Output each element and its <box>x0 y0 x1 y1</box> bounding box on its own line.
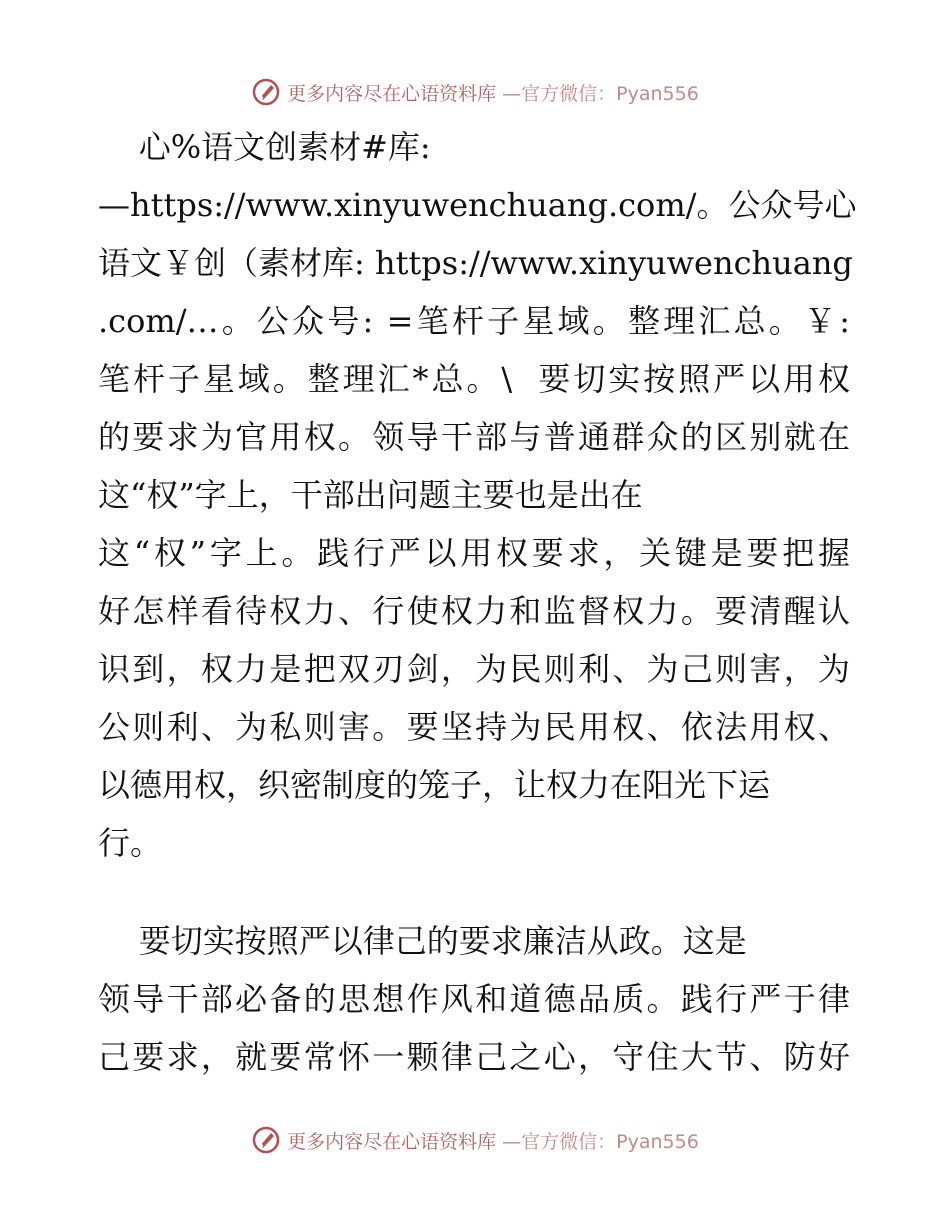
pen-circle-logo-icon <box>251 1125 281 1155</box>
paragraph-1 <box>98 118 857 872</box>
text-line: 己要求，就要常怀一颗律己之心，守住大节、防好 <box>98 1038 850 1076</box>
text-line: 这“权”字上。践行严以用权要求，关键是要把握 <box>98 534 850 572</box>
footer-brand-text: 更多内容尽在心语资料库 <box>287 1130 497 1153</box>
paragraph-gap <box>98 872 850 912</box>
header-brand-text: 更多内容尽在心语资料库 <box>287 82 497 105</box>
text-line: 的要求为官用权。领导干部与普通群众的区别就在 <box>98 418 850 456</box>
text-line: 行。 <box>98 824 163 862</box>
text-line: 笔杆子星域。整理汇*总。\ 要切实按照严以用权 <box>98 360 850 398</box>
footer-wechat-text: —官方微信：Pyan556 <box>502 1130 699 1153</box>
text-line: .com/…。公众号: =笔杆子星域。整理汇总。￥: <box>98 302 850 340</box>
text-line: 识到，权力是把双刃剑，为民则利、为己则害，为 <box>98 650 850 688</box>
text-line: 语文￥创（素材库: https://www.xinyuwenchuang <box>98 244 853 282</box>
pen-circle-logo-icon <box>251 77 281 107</box>
text-line: 以德用权，织密制度的笼子，让权力在阳光下运 <box>98 766 771 804</box>
header-banner <box>0 72 950 112</box>
text-line: 公则利、为私则害。要坚持为民用权、依法用权、 <box>98 708 850 746</box>
text-line: 好怎样看待权力、行使权力和监督权力。要清醒认 <box>98 592 850 630</box>
paragraph-2 <box>98 912 850 1086</box>
text-line: 心%语文创素材#库: <box>98 128 431 166</box>
header-wechat-text: —官方微信：Pyan556 <box>502 82 699 105</box>
text-line: 要切实按照严以律己的要求廉洁从政。这是 <box>98 922 747 960</box>
text-line: 这“权”字上，干部出问题主要也是出在 <box>98 476 643 514</box>
footer-banner <box>0 1120 950 1160</box>
text-line: —https://www.xinyuwenchuang.com/。公众号心 <box>98 186 857 224</box>
text-line: 领导干部必备的思想作风和道德品质。践行严于律 <box>98 980 850 1018</box>
document-body <box>98 118 857 1086</box>
